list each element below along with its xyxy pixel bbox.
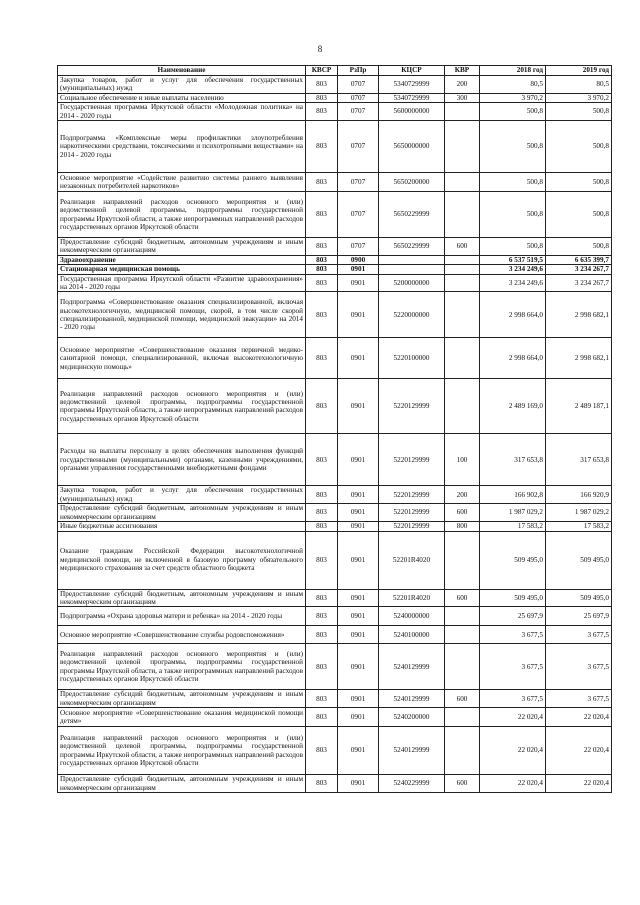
row-kcsr-cell: 5240129999 bbox=[379, 644, 445, 690]
row-amount-2018-cell: 2 489 169,0 bbox=[480, 379, 546, 434]
row-name-cell: Подпрограмма «Охрана здоровья матери и ребенка» на 2014 - 2020 годы bbox=[58, 607, 306, 626]
row-kcsr-cell: 5220100000 bbox=[379, 338, 445, 379]
row-kvr-cell: 800 bbox=[445, 522, 480, 531]
row-amount-2018-cell: 3 234 249,6 bbox=[480, 274, 546, 292]
row-amount-2018-cell: 166 902,8 bbox=[480, 486, 546, 504]
table-row bbox=[58, 504, 612, 522]
row-name-cell: Стационарная медицинская помощь bbox=[58, 265, 306, 274]
table-row bbox=[58, 379, 612, 434]
table-row bbox=[58, 192, 612, 238]
row-kvr-cell bbox=[445, 626, 480, 644]
row-rzpr-cell: 0901 bbox=[338, 531, 379, 589]
table-row bbox=[58, 531, 612, 589]
table-body bbox=[58, 76, 612, 793]
row-amount-2018-cell: 3 234 249,6 bbox=[480, 265, 546, 274]
row-kvr-cell: 100 bbox=[445, 434, 480, 486]
row-kcsr-cell: 5200000000 bbox=[379, 274, 445, 292]
table-row bbox=[58, 255, 612, 264]
row-kcsr-cell: 5240100000 bbox=[379, 626, 445, 644]
row-rzpr-cell: 0901 bbox=[338, 644, 379, 690]
row-amount-2018-cell: 3 677,5 bbox=[480, 644, 546, 690]
row-kcsr-cell: 5650200000 bbox=[379, 173, 445, 192]
row-name-cell: Здравоохранение bbox=[58, 255, 306, 264]
row-amount-2018-cell: 80,5 bbox=[480, 76, 546, 94]
row-rzpr-cell: 0901 bbox=[338, 775, 379, 793]
row-name-cell: Расходы на выплаты персоналу в целях обеспечения выполнения функций государственными (муниципальными) органами, казенными учреждениями, органами управления государственными внебюджетными фондами bbox=[58, 434, 306, 486]
row-kvr-cell bbox=[445, 192, 480, 238]
row-kvsr-cell: 803 bbox=[306, 173, 338, 192]
row-amount-2019-cell: 22 020,4 bbox=[546, 727, 612, 775]
row-name-cell: Основное мероприятие «Совершенствование оказания медицинской помощи детям» bbox=[58, 708, 306, 727]
row-kvsr-cell: 803 bbox=[306, 607, 338, 626]
row-name-cell: Предоставление субсидий бюджетным, автономным учреждениям и иным некоммерческим организациям bbox=[58, 589, 306, 607]
row-kvr-cell bbox=[445, 727, 480, 775]
table-header-row bbox=[58, 66, 612, 76]
row-amount-2019-cell: 317 653,8 bbox=[546, 434, 612, 486]
row-amount-2019-cell: 2 998 682,1 bbox=[546, 338, 612, 379]
table-row bbox=[58, 644, 612, 690]
row-kvsr-cell: 803 bbox=[306, 690, 338, 708]
row-kcsr-cell: 5240229999 bbox=[379, 775, 445, 793]
row-amount-2018-cell: 6 537 519,5 bbox=[480, 255, 546, 264]
row-rzpr-cell: 0900 bbox=[338, 255, 379, 264]
row-rzpr-cell: 0901 bbox=[338, 274, 379, 292]
row-kcsr-cell: 5240200000 bbox=[379, 708, 445, 727]
row-kvr-cell bbox=[445, 103, 480, 121]
row-rzpr-cell: 0707 bbox=[338, 76, 379, 94]
row-kvsr-cell: 803 bbox=[306, 486, 338, 504]
row-amount-2019-cell: 500,8 bbox=[546, 238, 612, 256]
row-kvsr-cell: 803 bbox=[306, 274, 338, 292]
row-amount-2019-cell: 17 583,2 bbox=[546, 522, 612, 531]
row-amount-2019-cell: 500,8 bbox=[546, 121, 612, 173]
row-kcsr-cell: 5650229999 bbox=[379, 192, 445, 238]
row-amount-2019-cell: 3 677,5 bbox=[546, 690, 612, 708]
row-kcsr-cell: 52201R4020 bbox=[379, 589, 445, 607]
row-amount-2018-cell: 3 970,2 bbox=[480, 93, 546, 102]
row-kvsr-cell: 803 bbox=[306, 192, 338, 238]
row-amount-2019-cell: 1 987 029,2 bbox=[546, 504, 612, 522]
row-name-cell: Предоставление субсидий бюджетным, автономным учреждениям и иным некоммерческим организациям bbox=[58, 238, 306, 256]
row-amount-2019-cell: 3 677,5 bbox=[546, 626, 612, 644]
header-year-2018: 2018 год bbox=[480, 66, 546, 76]
row-kvr-cell bbox=[445, 274, 480, 292]
row-amount-2018-cell: 22 020,4 bbox=[480, 775, 546, 793]
row-kvr-cell bbox=[445, 531, 480, 589]
table-row bbox=[58, 626, 612, 644]
row-kvr-cell: 600 bbox=[445, 775, 480, 793]
row-kvr-cell bbox=[445, 265, 480, 274]
table-row bbox=[58, 121, 612, 173]
row-name-cell: Оказание гражданам Российской Федерации высокотехнологичной медицинской помощи, не включенной в базовую программу обязательного медицинского страхования за счет средств областного бюджета bbox=[58, 531, 306, 589]
table-row bbox=[58, 589, 612, 607]
table-row bbox=[58, 173, 612, 192]
row-rzpr-cell: 0707 bbox=[338, 103, 379, 121]
row-amount-2018-cell: 25 697,9 bbox=[480, 607, 546, 626]
row-amount-2018-cell: 3 677,5 bbox=[480, 690, 546, 708]
header-name: Наименование bbox=[58, 66, 306, 76]
table-row bbox=[58, 607, 612, 626]
row-kvsr-cell: 803 bbox=[306, 292, 338, 338]
row-rzpr-cell: 0901 bbox=[338, 486, 379, 504]
row-rzpr-cell: 0901 bbox=[338, 379, 379, 434]
row-kcsr-cell: 5220129999 bbox=[379, 486, 445, 504]
row-kvsr-cell: 803 bbox=[306, 338, 338, 379]
row-name-cell: Государственная программа Иркутской области «Развитие здравоохранения» на 2014 - 2020 годы bbox=[58, 274, 306, 292]
row-amount-2018-cell: 500,8 bbox=[480, 192, 546, 238]
row-kvr-cell bbox=[445, 121, 480, 173]
row-amount-2019-cell: 509 495,0 bbox=[546, 589, 612, 607]
row-amount-2018-cell: 2 998 664,0 bbox=[480, 338, 546, 379]
row-amount-2019-cell: 500,8 bbox=[546, 173, 612, 192]
table-row bbox=[58, 708, 612, 727]
row-kvr-cell: 600 bbox=[445, 690, 480, 708]
row-rzpr-cell: 0901 bbox=[338, 504, 379, 522]
row-amount-2019-cell: 509 495,0 bbox=[546, 531, 612, 589]
header-kvsr: КВСР bbox=[306, 66, 338, 76]
row-kvsr-cell: 803 bbox=[306, 504, 338, 522]
row-kcsr-cell: 5650229999 bbox=[379, 238, 445, 256]
budget-table bbox=[57, 65, 612, 793]
row-kvr-cell bbox=[445, 255, 480, 264]
table-row bbox=[58, 727, 612, 775]
row-rzpr-cell: 0707 bbox=[338, 173, 379, 192]
row-kcsr-cell: 5220000000 bbox=[379, 292, 445, 338]
row-kvr-cell: 200 bbox=[445, 486, 480, 504]
row-rzpr-cell: 0901 bbox=[338, 727, 379, 775]
header-kvr: КВР bbox=[445, 66, 480, 76]
table-row bbox=[58, 274, 612, 292]
row-kcsr-cell: 5340729999 bbox=[379, 76, 445, 94]
row-kcsr-cell: 5220129999 bbox=[379, 522, 445, 531]
row-kvsr-cell: 803 bbox=[306, 708, 338, 727]
row-kcsr-cell: 5650000000 bbox=[379, 121, 445, 173]
header-rzpr: РзПр bbox=[338, 66, 379, 76]
row-amount-2019-cell: 22 020,4 bbox=[546, 708, 612, 727]
row-kvr-cell bbox=[445, 379, 480, 434]
row-kvsr-cell: 803 bbox=[306, 727, 338, 775]
row-amount-2019-cell: 166 920,9 bbox=[546, 486, 612, 504]
row-name-cell: Закупка товаров, работ и услуг для обеспечения государственных (муниципальных) нужд bbox=[58, 486, 306, 504]
row-kvr-cell: 600 bbox=[445, 238, 480, 256]
row-kvsr-cell: 803 bbox=[306, 238, 338, 256]
row-amount-2018-cell: 500,8 bbox=[480, 238, 546, 256]
row-amount-2019-cell: 2 998 682,1 bbox=[546, 292, 612, 338]
table-row bbox=[58, 292, 612, 338]
row-rzpr-cell: 0901 bbox=[338, 434, 379, 486]
row-kcsr-cell bbox=[379, 265, 445, 274]
row-kvr-cell: 600 bbox=[445, 504, 480, 522]
row-kcsr-cell: 5240129999 bbox=[379, 690, 445, 708]
row-kcsr-cell: 5600000000 bbox=[379, 103, 445, 121]
row-amount-2018-cell: 317 653,8 bbox=[480, 434, 546, 486]
row-name-cell: Предоставление субсидий бюджетным, автономным учреждениям и иным некоммерческим организациям bbox=[58, 690, 306, 708]
row-kcsr-cell: 5340729999 bbox=[379, 93, 445, 102]
row-amount-2019-cell: 80,5 bbox=[546, 76, 612, 94]
row-rzpr-cell: 0901 bbox=[338, 607, 379, 626]
row-kvr-cell bbox=[445, 607, 480, 626]
row-kvsr-cell: 803 bbox=[306, 379, 338, 434]
table-row bbox=[58, 486, 612, 504]
row-rzpr-cell: 0901 bbox=[338, 708, 379, 727]
row-amount-2018-cell: 509 495,0 bbox=[480, 531, 546, 589]
row-name-cell: Предоставление субсидий бюджетным, автономным учреждениям и иным некоммерческим организациям bbox=[58, 504, 306, 522]
row-kvsr-cell: 803 bbox=[306, 644, 338, 690]
row-name-cell: Реализация направлений расходов основного мероприятия и (или) ведомственной целевой программы, подпрограммы государственной программы Иркутской области, а также непрограммных направлений расходов государственных органов Иркутской области bbox=[58, 727, 306, 775]
row-rzpr-cell: 0901 bbox=[338, 690, 379, 708]
row-amount-2019-cell: 3 970,2 bbox=[546, 93, 612, 102]
row-amount-2018-cell: 500,8 bbox=[480, 121, 546, 173]
row-amount-2018-cell: 22 020,4 bbox=[480, 708, 546, 727]
row-kvsr-cell: 803 bbox=[306, 255, 338, 264]
page-number: 8 bbox=[317, 44, 323, 54]
table-row bbox=[58, 103, 612, 121]
row-amount-2019-cell: 500,8 bbox=[546, 103, 612, 121]
row-name-cell: Подпрограмма «Комплексные меры профилактики злоупотребления наркотическими средствами, токсическими и психотропными веществами» на 2014 - 2020 годы bbox=[58, 121, 306, 173]
header-kcsr: КЦСР bbox=[379, 66, 445, 76]
table-row bbox=[58, 775, 612, 793]
row-rzpr-cell: 0901 bbox=[338, 589, 379, 607]
row-name-cell: Закупка товаров, работ и услуг для обеспечения государственных (муниципальных) нужд bbox=[58, 76, 306, 94]
row-amount-2018-cell: 3 677,5 bbox=[480, 626, 546, 644]
row-rzpr-cell: 0707 bbox=[338, 192, 379, 238]
table-row bbox=[58, 238, 612, 256]
row-kcsr-cell: 5220129999 bbox=[379, 379, 445, 434]
row-amount-2019-cell: 2 489 187,1 bbox=[546, 379, 612, 434]
row-kcsr-cell bbox=[379, 255, 445, 264]
table-row bbox=[58, 690, 612, 708]
row-amount-2018-cell: 500,8 bbox=[480, 103, 546, 121]
row-name-cell: Предоставление субсидий бюджетным, автономным учреждениям и иным некоммерческим организациям bbox=[58, 775, 306, 793]
row-amount-2019-cell: 22 020,4 bbox=[546, 775, 612, 793]
row-kvsr-cell: 803 bbox=[306, 531, 338, 589]
row-name-cell: Реализация направлений расходов основного мероприятия и (или) ведомственной целевой программы, подпрограммы государственной программы Иркутской области, а также непрограммных направлений расходов государственных органов Иркутской области bbox=[58, 644, 306, 690]
row-kcsr-cell: 52201R4020 bbox=[379, 531, 445, 589]
row-rzpr-cell: 0901 bbox=[338, 265, 379, 274]
row-name-cell: Основное мероприятие «Совершенствование службы родовспоможения» bbox=[58, 626, 306, 644]
row-kvr-cell bbox=[445, 338, 480, 379]
row-rzpr-cell: 0707 bbox=[338, 93, 379, 102]
row-name-cell: Подпрограмма «Совершенствование оказания специализированной, включая высокотехнологичную, медицинской помощи, скорой, в том числе скорой специализированной, медицинской помощи, медицинской эвакуации» на 2014 - 2020 годы bbox=[58, 292, 306, 338]
row-name-cell: Основное мероприятие «Содействие развитию системы раннего выявления незаконных потребителей наркотиков» bbox=[58, 173, 306, 192]
row-rzpr-cell: 0707 bbox=[338, 121, 379, 173]
row-name-cell: Реализация направлений расходов основного мероприятия и (или) ведомственной целевой программы, подпрограммы государственной программы Иркутской области, а также непрограммных направлений расходов государственных органов Иркутской области bbox=[58, 192, 306, 238]
row-name-cell: Социальное обеспечение и иные выплаты населению bbox=[58, 93, 306, 102]
row-amount-2018-cell: 22 020,4 bbox=[480, 727, 546, 775]
table-row bbox=[58, 434, 612, 486]
row-kvsr-cell: 803 bbox=[306, 265, 338, 274]
row-kvr-cell: 300 bbox=[445, 93, 480, 102]
row-kvr-cell bbox=[445, 173, 480, 192]
table-row bbox=[58, 265, 612, 274]
row-name-cell: Реализация направлений расходов основного мероприятия и (или) ведомственной целевой программы, подпрограммы государственной программы Иркутской области, а также непрограммных направлений расходов государственных органов Иркутской области bbox=[58, 379, 306, 434]
row-kvsr-cell: 803 bbox=[306, 626, 338, 644]
row-kvr-cell: 200 bbox=[445, 76, 480, 94]
row-kvsr-cell: 803 bbox=[306, 93, 338, 102]
row-amount-2019-cell: 3 234 267,7 bbox=[546, 274, 612, 292]
row-kcsr-cell: 5240129999 bbox=[379, 727, 445, 775]
row-amount-2019-cell: 500,8 bbox=[546, 192, 612, 238]
row-amount-2018-cell: 2 998 664,0 bbox=[480, 292, 546, 338]
row-rzpr-cell: 0901 bbox=[338, 338, 379, 379]
row-amount-2019-cell: 6 635 399,7 bbox=[546, 255, 612, 264]
row-kvsr-cell: 803 bbox=[306, 589, 338, 607]
row-kvsr-cell: 803 bbox=[306, 103, 338, 121]
row-kcsr-cell: 5220129999 bbox=[379, 504, 445, 522]
table-row bbox=[58, 93, 612, 102]
row-amount-2019-cell: 25 697,9 bbox=[546, 607, 612, 626]
table-row bbox=[58, 338, 612, 379]
row-amount-2018-cell: 1 987 029,2 bbox=[480, 504, 546, 522]
header-year-2019: 2019 год bbox=[546, 66, 612, 76]
table-row bbox=[58, 76, 612, 94]
row-kvsr-cell: 803 bbox=[306, 121, 338, 173]
row-kvr-cell bbox=[445, 292, 480, 338]
row-rzpr-cell: 0901 bbox=[338, 626, 379, 644]
row-kvsr-cell: 803 bbox=[306, 775, 338, 793]
row-kvsr-cell: 803 bbox=[306, 522, 338, 531]
row-amount-2019-cell: 3 677,5 bbox=[546, 644, 612, 690]
row-rzpr-cell: 0901 bbox=[338, 292, 379, 338]
row-rzpr-cell: 0901 bbox=[338, 522, 379, 531]
row-kvr-cell: 600 bbox=[445, 589, 480, 607]
row-amount-2018-cell: 500,8 bbox=[480, 173, 546, 192]
row-name-cell: Основное мероприятие «Совершенствование оказания первичной медико-санитарной помощи, специализированной, включая высокотехнологичную медицинскую помощь» bbox=[58, 338, 306, 379]
row-kcsr-cell: 5220129999 bbox=[379, 434, 445, 486]
row-kvr-cell bbox=[445, 708, 480, 727]
row-kcsr-cell: 5240000000 bbox=[379, 607, 445, 626]
row-kvr-cell bbox=[445, 644, 480, 690]
table-row bbox=[58, 522, 612, 531]
row-kvsr-cell: 803 bbox=[306, 434, 338, 486]
row-rzpr-cell: 0707 bbox=[338, 238, 379, 256]
row-amount-2018-cell: 509 495,0 bbox=[480, 589, 546, 607]
row-amount-2018-cell: 17 583,2 bbox=[480, 522, 546, 531]
row-name-cell: Государственная программа Иркутской области «Молодежная политика» на 2014 - 2020 годы bbox=[58, 103, 306, 121]
row-name-cell: Иные бюджетные ассигнования bbox=[58, 522, 306, 531]
row-kvsr-cell: 803 bbox=[306, 76, 338, 94]
row-amount-2019-cell: 3 234 267,7 bbox=[546, 265, 612, 274]
